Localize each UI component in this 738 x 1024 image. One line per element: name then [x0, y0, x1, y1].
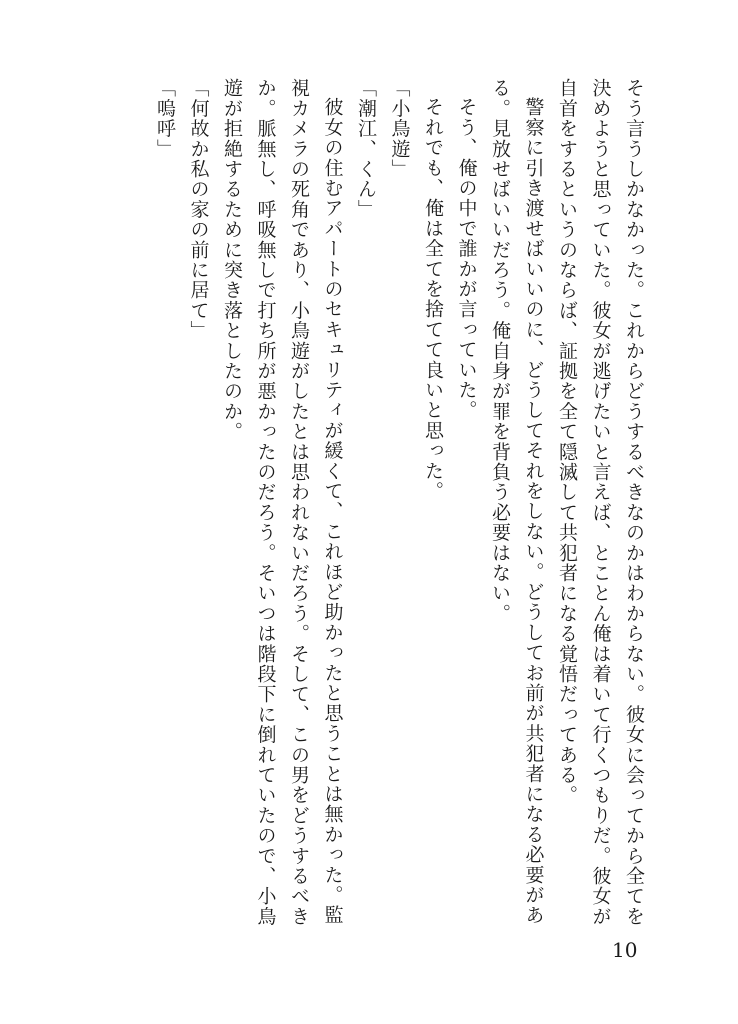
paragraph-1: そう言うしかなかった。これからどうするべきなのかはわからない。彼女に会ってから全てを決めようと思っていた。彼女が逃げたいと言えば、とことん俺は着いて行くつもりだ。彼女が自首をするというのならば、証拠を全て隠滅して共犯者になる覚悟だってある。 [556, 78, 645, 927]
page-number: 10 [612, 938, 638, 962]
paragraph-4: それでも、俺は全てを捨てて良いと思った。 [422, 97, 444, 501]
paragraph-3: そう、俺の中で誰かが言っていた。 [455, 97, 478, 421]
dialogue-why-here: 「何故か私の家の前に居て」 [187, 78, 210, 341]
paragraph-2: 警察に引き渡せばいいのに、どうしてそれをしない。どうしてお前が共犯者になる必要がある。見放せばいいだろう。俺自身が罪を背負う必要はない。 [489, 78, 545, 926]
vertical-text-body [148, 78, 651, 938]
dialogue-aa: 「嗚呼」 [154, 78, 176, 159]
dialogue-takanashi: 「小鳥遊」 [388, 78, 411, 179]
paragraph-5: 彼女の住むアパートのセキュリティが緩くて、これほど助かったと思うことは無かった。監視カメラの死角であり、小鳥遊がしたとは思われないだろう。そして、この男をどうするべきか。脈無し、呼吸無しで打ち所が悪かったのだろう。そいつは階段下に倒れていたので、小鳥遊が拒絶するために突き落としたのか。 [221, 78, 344, 927]
dialogue-shioe: 「潮江、くん」 [355, 78, 377, 220]
